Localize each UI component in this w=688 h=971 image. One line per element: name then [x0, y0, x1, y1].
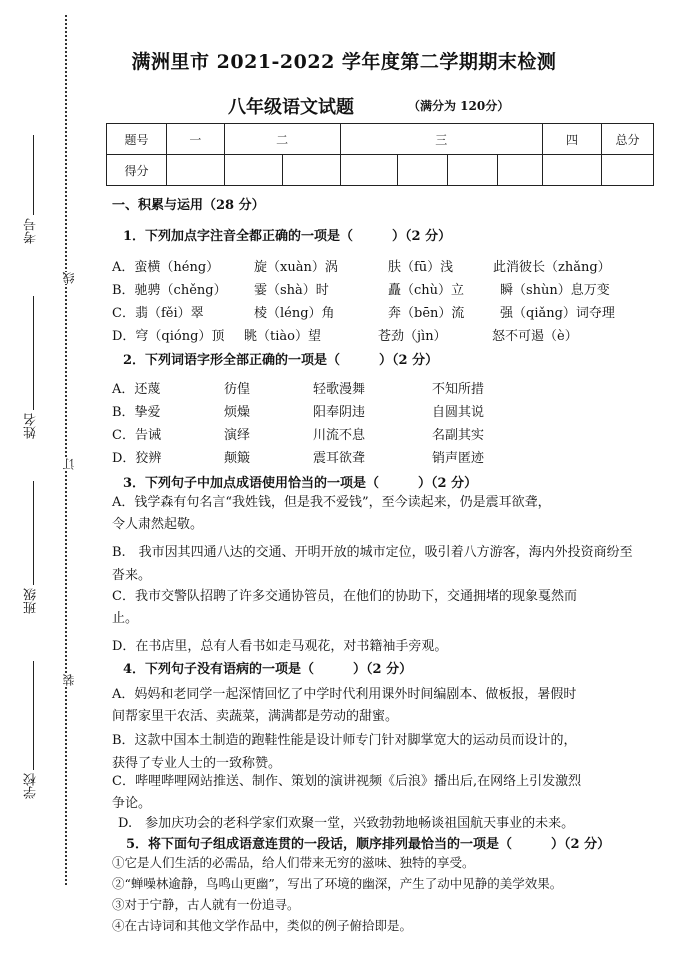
q1-option-a-1: A．蛮横（héng）	[112, 260, 220, 275]
class-label: 班级	[24, 588, 39, 614]
score-cell[interactable]	[166, 155, 224, 186]
score-table-header-3: 三	[340, 124, 543, 155]
q1-option-a-4: 此消彼长（zhǎng）	[493, 260, 611, 275]
q4-option-a-line-2: 间帮家里干农活、卖蔬菜，满满都是劳动的甜蜜。	[112, 709, 399, 724]
score-cell[interactable]	[601, 155, 653, 186]
q1-option-b-3: 矗（chù）立	[388, 283, 465, 298]
q2-option-c-1: C．告诫	[112, 428, 161, 443]
question-2-stem: 2．下列词语字形全部正确的一项是（ ）（2 分）	[123, 353, 439, 368]
q1-option-d-1: D．穹（qióng）顶	[112, 329, 225, 344]
score-cell[interactable]	[224, 155, 282, 186]
q5-item-2: ②“蝉噪林逾静，鸟鸣山更幽”，写出了环境的幽深，产生了动中见静的美学效果。	[112, 876, 563, 891]
school-line	[33, 661, 34, 770]
school-label: 学校	[24, 773, 39, 799]
q1-option-d-3: 苍劲（jìn）	[378, 329, 447, 344]
score-cell[interactable]	[398, 155, 448, 186]
exam-title: 满洲里市 2021-2022 学年度第二学期期末检测	[131, 51, 557, 73]
q2-option-b-1: B．挚爱	[112, 405, 161, 420]
q2-option-b-2: 烦燥	[224, 405, 251, 420]
full-mark-note: （满分为 120分）	[408, 99, 510, 113]
q3-option-d: D．在书店里，总有人看书如走马观花，对书籍袖手旁观。	[112, 639, 448, 654]
q2-option-d-2: 颠簸	[224, 451, 251, 466]
q1-option-c-4: 强（qiǎng）词夺理	[500, 306, 615, 321]
class-line	[33, 481, 34, 585]
q4-option-a-line-1: A．妈妈和老同学一起深情回忆了中学时代利用课外时间编剧本、做板报，暑假时	[112, 687, 577, 702]
exam-number-line	[33, 135, 34, 215]
question-4-stem: 4．下列句子没有语病的一项是（ ）（2 分）	[123, 662, 413, 677]
exam-number-label: 考号	[24, 218, 39, 244]
q1-option-b-1: B．驰骋（chěng）	[112, 283, 227, 298]
q2-option-a-4: 不知所措	[432, 382, 485, 397]
q3-option-b-line-2: 沓来。	[112, 568, 152, 583]
score-table-header-4: 四	[543, 124, 602, 155]
q5-item-1: ①它是人们生活的必需品，给人们带来无穷的滋味、独特的享受。	[112, 855, 475, 870]
question-3-stem: 3．下列句子中加点成语使用恰当的一项是（ ）（2 分）	[123, 476, 478, 491]
score-table-row-label: 得分	[107, 155, 167, 186]
question-5-stem: 5．将下面句子组成语意连贯的一段话，顺序排列最恰当的一项是（ ）（2 分）	[126, 837, 611, 852]
binding-mark-line: 线	[62, 272, 76, 284]
q4-option-b-line-1: B．这款中国本土制造的跑鞋性能是设计师专门针对脚掌宽大的运动员而设计的，	[112, 733, 577, 748]
q2-option-d-4: 销声匿迹	[432, 451, 485, 466]
binding-mark-bind: 装	[62, 674, 76, 686]
q1-option-b-2: 霎（shà）时	[254, 283, 329, 298]
q4-option-c-line-1: C．哔哩哔哩网站推送、制作、策划的演讲视频《后浪》播出后,在网络上引发激烈	[112, 774, 582, 789]
q1-option-d-4: 怒不可遏（è）	[492, 329, 578, 344]
q1-option-b-4: 瞬（shùn）息万变	[500, 283, 610, 298]
q1-option-c-3: 奔（bēn）流	[388, 306, 465, 321]
name-line	[33, 296, 34, 410]
score-table-header-total: 总分	[601, 124, 653, 155]
exam-subtitle: 八年级语文试题	[228, 97, 354, 118]
q1-option-c-1: C．翡（fěi）翠	[112, 306, 204, 321]
q2-option-d-1: D．狡辨	[112, 451, 162, 466]
score-table	[106, 123, 654, 186]
score-cell[interactable]	[340, 155, 398, 186]
q1-option-c-2: 棱（léng）角	[254, 306, 335, 321]
q4-option-d: D. 参加庆功会的老科学家们欢聚一堂，兴致勃勃地畅谈祖国航天事业的未来。	[118, 816, 575, 831]
q2-option-c-4: 名副其实	[432, 428, 485, 443]
score-cell[interactable]	[543, 155, 602, 186]
q2-option-c-3: 川流不息	[313, 428, 366, 443]
q2-option-a-1: A．还蔑	[112, 382, 161, 397]
name-label: 姓名	[24, 413, 39, 439]
score-table-header-1: 一	[166, 124, 224, 155]
q2-option-a-2: 彷偟	[224, 382, 251, 397]
q3-option-c-line-2: 止。	[112, 611, 139, 626]
q5-item-4: ④在古诗词和其他文学作品中，类似的例子俯拾即是。	[112, 918, 413, 933]
q2-option-c-2: 演绎	[224, 428, 251, 443]
score-cell[interactable]	[448, 155, 498, 186]
section-1-heading: 一、积累与运用（28 分）	[112, 198, 265, 213]
binding-dotted-line	[65, 15, 67, 885]
score-table-header-label: 题号	[107, 124, 167, 155]
q4-option-c-line-2: 争论。	[112, 796, 152, 811]
q3-option-a-line-1: A．钱学森有句名言“我姓钱，但是我不爱钱”，至今读起来，仍是震耳欲聋，	[112, 495, 551, 510]
q2-option-b-3: 阳奉阴违	[313, 405, 366, 420]
q2-option-d-3: 震耳欲聋	[313, 451, 366, 466]
binding-mark-staple: 订	[62, 458, 76, 470]
q4-option-b-line-2: 获得了专业人士的一致称赞。	[112, 756, 282, 771]
q3-option-b-line-1: B. 我市因其四通八达的交通、开明开放的城市定位，吸引着八方游客，海内外投资商纷至	[112, 545, 633, 560]
q1-option-d-2: 眺（tiào）望	[244, 329, 321, 344]
q2-option-a-3: 轻歌漫舞	[313, 382, 366, 397]
question-1-stem: 1．下列加点字注音全都正确的一项是（ ）（2 分）	[123, 229, 452, 244]
q3-option-a-line-2: 令人肃然起敬。	[112, 517, 204, 532]
q5-item-3: ③对于宁静，古人就有一份追寻。	[112, 897, 300, 912]
q1-option-a-3: 肤（fū）浅	[388, 260, 454, 275]
q2-option-b-4: 自圆其说	[432, 405, 485, 420]
q1-option-a-2: 旋（xuàn）涡	[254, 260, 338, 275]
score-table-header-2: 二	[224, 124, 340, 155]
score-cell[interactable]	[498, 155, 543, 186]
q3-option-c-line-1: C．我市交警队招聘了许多交通协管员，在他们的协助下，交通拥堵的现象戛然而	[112, 589, 577, 604]
score-cell[interactable]	[282, 155, 340, 186]
